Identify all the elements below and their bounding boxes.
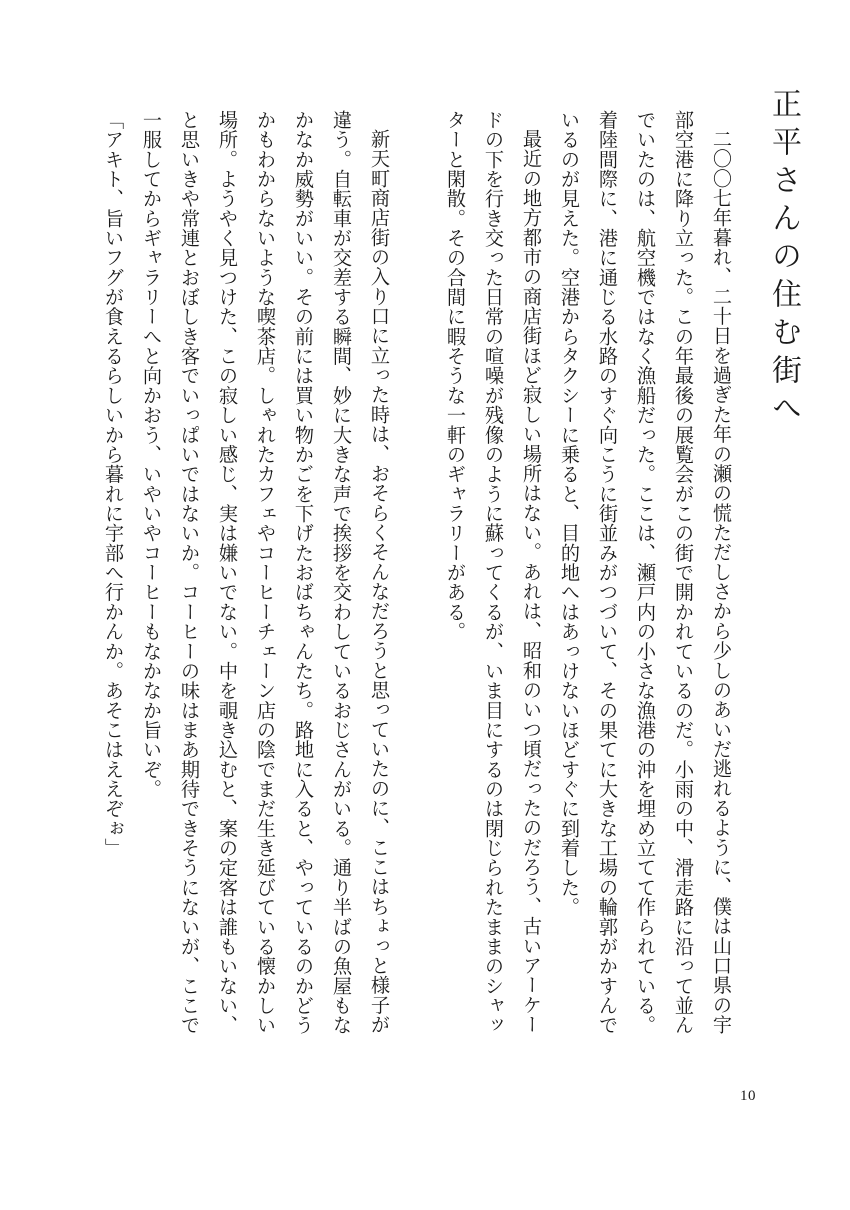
paragraph-1: 二〇〇七年暮れ、二十日を過ぎた年の瀬の慌ただしさから少しのあいだ逃れるように、僕は山口県の宇部空港に降り立った。この年最後の展覧会がこの街で開かれているのだ。小雨の中、滑走路に沿って並んでいたのは、航空機ではなく漁船だった。ここは、瀬戸内の小さな漁港の沖を埋め立てて作られている。着陸間際に、港に通じる水路のすぐ向こうに街並みがつづいて、その果てに大きな工場の輪郭がかすんでいるのが見えた。空港からタクシーに乗ると、目的地へはあっけないほどすぐに到着した。 — [558, 110, 733, 1035]
paragraph-2: 最近の地方都市の商店街ほど寂しい場所はない。あれは、昭和のいつ頃だったのだろう、古いアーケードの下を行き交った日常の喧噪が残像のように蘇ってくるが、いま目にするのは閉じられたままのシャッターと閑散。その合間に暇そうな一軒のギャラリーがある。 — [444, 110, 543, 1035]
paragraph-3: 新天町商店街の入り口に立った時は、おそらくそんなだろうと思っていたのに、ここはちょっと様子が違う。自転車が交差する瞬間、妙に大きな声で挨拶を交わしているおじさんがいる。通り半ばの魚屋もなかなか威勢がいい。その前には買い物かごを下げたおばちゃんたち。路地に入ると、やっているのかどうかもわからないような喫茶店。しゃれたカフェやコーヒーチェーン店の陰でまだ生き延びている懐かしい場所。ようやく見つけた、この寂しい感じ、実は嫌いでない。中を覗き込むと、案の定客は誰もいない、と思いきや常連とおぼしき客でいっぱいではないか。コーヒーの味はまあ期待できそうにないが、ここで一服してからギャラリーへと向かおう、いやいやコーヒーもなかなか旨いぞ。 — [140, 110, 391, 1035]
paragraph-quote: 「アキト、旨いフグが食えるらしいから暮れに宇部へ行かんか。あそこはええぞぉ」 — [102, 110, 125, 858]
page-number: 10 — [740, 1088, 756, 1104]
page-title: 正平さんの住む街へ — [766, 88, 801, 430]
body-text — [10, 110, 740, 1040]
